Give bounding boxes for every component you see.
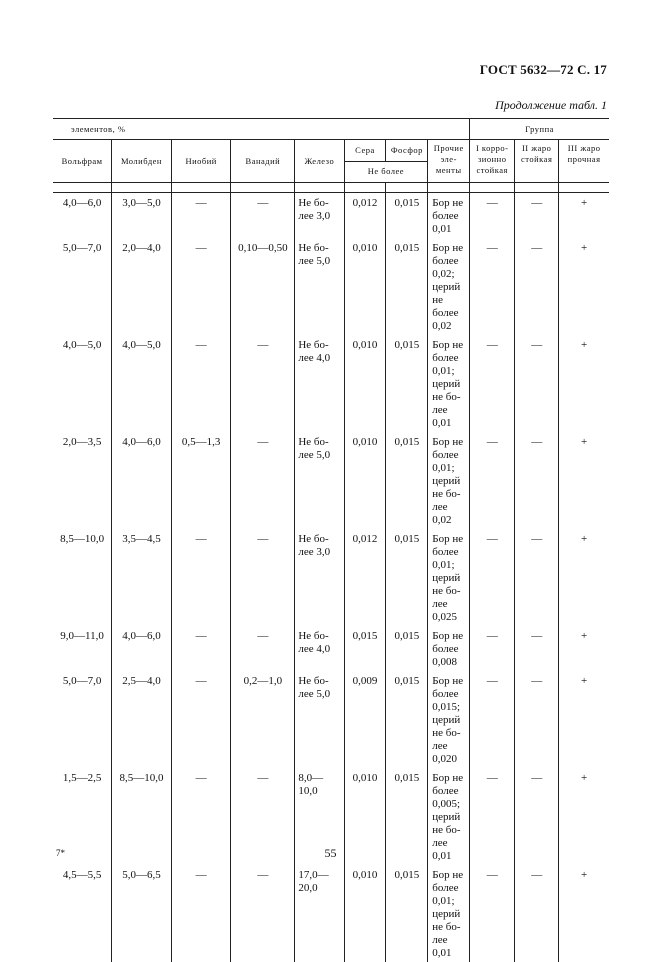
cell-niobium: — [171,671,231,768]
cell-group-1: — [470,626,515,671]
cell-molybdenum: 4,0—6,0 [112,626,172,671]
col-vanadium: Ванадий [231,140,295,183]
page-number: 55 [324,846,337,860]
cell-group-3: + [559,671,609,768]
table-row [53,529,609,626]
cell-tungsten: 4,0—5,0 [62,339,102,351]
cell-sulfur: 0,010 [344,432,386,529]
cell-vanadium: — [231,626,295,671]
cell-molybdenum: 3,5—4,5 [112,529,172,626]
cell-other-elements: Бор не более 0,005; церий не бо- лее 0,01 [428,768,470,865]
cell-phosphorus: 0,015 [386,432,428,529]
cell-vanadium: — [231,865,295,962]
cell-tungsten: 8,5—10,0 [60,533,105,545]
cell-vanadium: 0,10—0,50 [231,238,295,335]
cell-iron: Не бо- лее 4,0 [295,335,344,432]
cell-sulfur: 0,012 [344,529,386,626]
header-group: Группа [470,119,609,140]
cell-tungsten: 4,0—6,0 [62,197,102,209]
cell-group-2: — [515,238,559,335]
table-row [53,335,609,432]
cell-molybdenum: 2,5—4,0 [112,671,172,768]
cell-molybdenum: 8,5—10,0 [112,768,172,865]
cell-niobium: — [171,529,231,626]
cell-niobium: 0,5—1,3 [171,432,231,529]
cell-other-elements: Бор не более 0,015; церий не бо- лее 0,020 [428,671,470,768]
cell-iron: Не бо- лее 5,0 [295,432,344,529]
col-molybdenum: Молибден [112,140,172,183]
cell-group-3: + [559,432,609,529]
cell-phosphorus: 0,015 [386,865,428,962]
cell-group-1: — [470,671,515,768]
cell-phosphorus: 0,015 [386,238,428,335]
cell-niobium: — [171,335,231,432]
col-group-1: I корро- зионно стойкая [470,140,515,183]
cell-vanadium: 0,2—1,0 [231,671,295,768]
cell-vanadium: — [231,768,295,865]
col-tungsten: Вольфрам [53,140,112,183]
cell-group-3: + [559,865,609,962]
col-phosphorus: Фосфор [386,140,428,162]
cell-sulfur: 0,010 [344,238,386,335]
cell-group-1: — [470,238,515,335]
cell-other-elements: Бор не более 0,01; церий не бо- лее 0,01 [428,865,470,962]
cell-group-3: + [559,768,609,865]
cell-group-2: — [515,626,559,671]
cell-group-1: — [470,529,515,626]
table-row [53,671,609,768]
cell-sulfur: 0,010 [344,335,386,432]
cell-iron: 17,0— 20,0 [295,865,344,962]
cell-tungsten: 5,0—7,0 [62,675,102,687]
cell-tungsten: 5,0—7,0 [62,242,102,254]
cell-group-2: — [515,432,559,529]
cell-other-elements: Бор не более 0,01 [428,193,470,239]
cell-niobium: — [171,626,231,671]
cell-other-elements: Бор не более 0,008 [428,626,470,671]
cell-niobium: — [171,238,231,335]
cell-phosphorus: 0,015 [386,335,428,432]
cell-other-elements: Бор не более 0,01; церий не бо- лее 0,02 [428,432,470,529]
cell-vanadium: — [231,529,295,626]
cell-group-2: — [515,865,559,962]
cell-molybdenum: 4,0—6,0 [112,432,172,529]
cell-other-elements: Бор не более 0,01; церий не бо- лее 0,01 [428,335,470,432]
cell-group-3: + [559,335,609,432]
col-niobium: Ниобий [171,140,231,183]
table-continuation-label: Продолжение табл. 1 [495,98,607,112]
cell-molybdenum: 5,0—6,5 [112,865,172,962]
footnote-mark: 7* [56,848,65,858]
cell-group-1: — [470,768,515,865]
cell-iron: Не бо- лее 3,0 [295,193,344,239]
cell-phosphorus: 0,015 [386,626,428,671]
cell-tungsten: 1,5—2,5 [62,772,102,784]
table-row [53,626,609,671]
cell-group-2: — [515,671,559,768]
cell-niobium: — [171,768,231,865]
cell-phosphorus: 0,015 [386,671,428,768]
cell-sulfur: 0,010 [344,768,386,865]
cell-molybdenum: 2,0—4,0 [112,238,172,335]
cell-sulfur: 0,009 [344,671,386,768]
header-elements-percent: элементов, % [53,119,470,140]
cell-phosphorus: 0,015 [386,193,428,239]
cell-phosphorus: 0,015 [386,768,428,865]
table-row [53,432,609,529]
cell-sulfur: 0,015 [344,626,386,671]
cell-molybdenum: 3,0—5,0 [112,193,172,239]
cell-group-3: + [559,238,609,335]
cell-tungsten: 2,0—3,5 [62,436,102,448]
cell-iron: Не бо- лее 3,0 [295,529,344,626]
cell-phosphorus: 0,015 [386,529,428,626]
cell-iron: Не бо- лее 5,0 [295,671,344,768]
col-iron: Железо [295,140,344,183]
cell-group-2: — [515,529,559,626]
cell-group-1: — [470,865,515,962]
cell-group-3: + [559,529,609,626]
table-row [53,865,609,962]
cell-other-elements: Бор не более 0,02; церий не более 0,02 [428,238,470,335]
cell-niobium: — [171,193,231,239]
composition-table [53,118,609,962]
col-group-3: III жаро прочная [559,140,609,183]
cell-molybdenum: 4,0—5,0 [112,335,172,432]
cell-vanadium: — [231,335,295,432]
table-row [53,238,609,335]
cell-group-1: — [470,335,515,432]
cell-vanadium: — [231,193,295,239]
col-group-2: II жаро стойкая [515,140,559,183]
cell-iron: Не бо- лее 4,0 [295,626,344,671]
table-row [53,193,609,239]
cell-group-1: — [470,193,515,239]
cell-group-3: + [559,626,609,671]
col-other-elements: Прочие эле- менты [428,140,470,183]
col-sulfur: Сера [344,140,386,162]
cell-sulfur: 0,010 [344,865,386,962]
cell-group-2: — [515,193,559,239]
cell-vanadium: — [231,432,295,529]
cell-group-3: + [559,193,609,239]
cell-tungsten: 4,5—5,5 [62,869,102,881]
header-not-more: Не более [344,161,428,183]
cell-niobium: — [171,865,231,962]
cell-group-1: — [470,432,515,529]
cell-group-2: — [515,768,559,865]
cell-tungsten: 9,0—11,0 [60,630,104,642]
cell-group-2: — [515,335,559,432]
cell-sulfur: 0,012 [344,193,386,239]
document-title: ГОСТ 5632—72 С. 17 [479,62,607,77]
cell-iron: Не бо- лее 5,0 [295,238,344,335]
cell-other-elements: Бор не более 0,01; церий не бо- лее 0,025 [428,529,470,626]
cell-iron: 8,0— 10,0 [295,768,344,865]
